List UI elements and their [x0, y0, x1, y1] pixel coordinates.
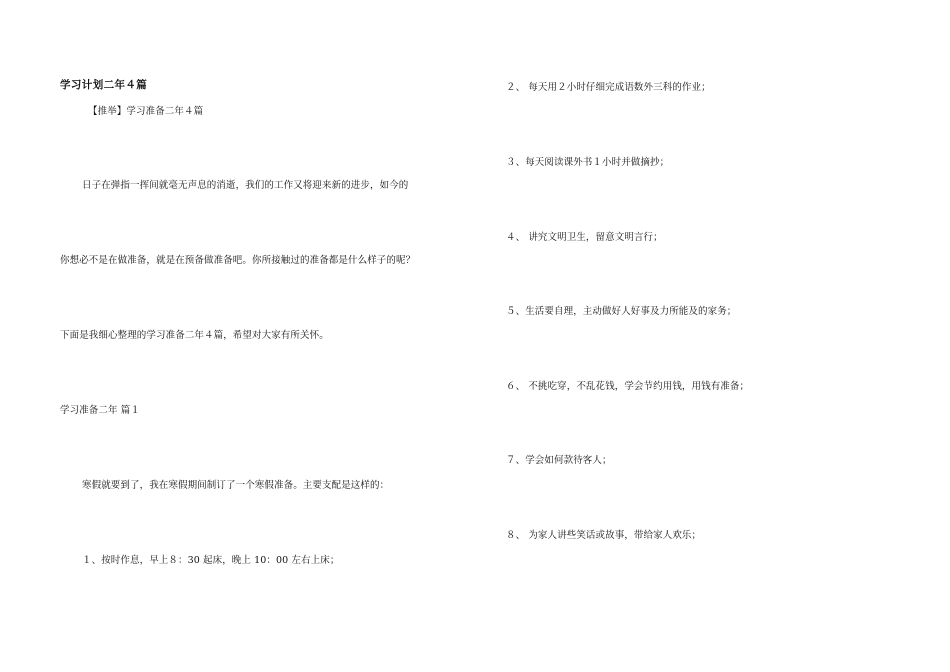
plan-item-5: ５、生活要自理，主动做好人好事及力所能及的家务； [506, 306, 737, 317]
plan-item-1: １、按时作息，早上８：30 起床，晚上 10：00 左右上床； [82, 555, 340, 566]
intro-paragraph-line-2: 你想必不是在做准备，就是在预备做准备吧。你所接触过的准备都是什么样子的呢？ [60, 255, 416, 266]
intro-paragraph-line-1: 日子在弹指一挥间就毫无声息的消逝，我们的工作又将迎来新的进步，如今的 [82, 180, 409, 191]
intro-paragraph-line-3: 下面是我细心整理的学习准备二年４篇，希望对大家有所关怀。 [60, 330, 329, 341]
document-subtitle: 【推举】学习准备二年４篇 [88, 106, 204, 117]
section-intro-paragraph: 寒假就要到了，我在寒假期间制订了一个寒假准备。主要支配是这样的： [82, 480, 390, 491]
plan-item-6: ６、 不挑吃穿，不乱花钱，学会节约用钱，用钱有准备； [506, 381, 750, 392]
plan-item-4: ４、 讲究文明卫生，留意文明言行； [506, 232, 663, 243]
plan-item-7: ７、学会如何款待客人； [506, 455, 612, 466]
document-title: 学习计划二年４篇 [60, 79, 148, 91]
section-heading: 学习准备二年 篇１ [60, 405, 140, 416]
plan-item-3: ３、每天阅读课外书１小时并做摘抄； [506, 157, 670, 168]
plan-item-2: ２、 每天用２小时仔细完成语数外三科的作业； [506, 82, 711, 93]
plan-item-8: ８、 为家人讲些笑话或故事，带给家人欢乐； [506, 530, 702, 541]
